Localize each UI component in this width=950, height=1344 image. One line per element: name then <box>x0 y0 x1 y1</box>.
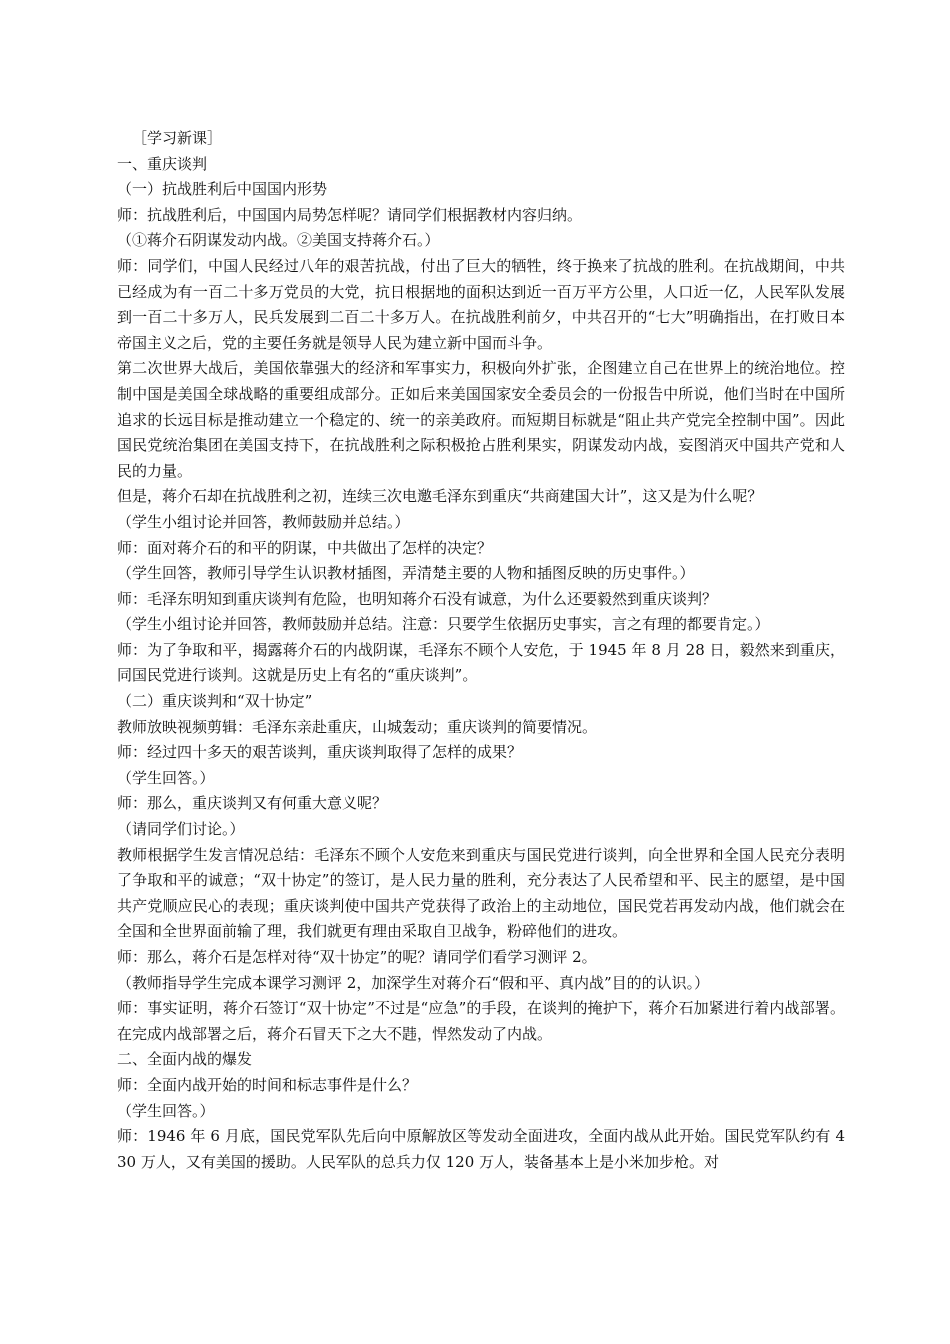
paragraph: 教师根据学生发言情况总结：毛泽东不顾个人安危来到重庆与国民党进行谈判，向全世界和全国人民充分表明了争取和平的诚意；“双十协定”的签订，是人民力量的胜利，充分表达了人民希望和平、民主的愿望，是中国共产党顺应民心的表现；重庆谈判使中国共产党获得了政治上的主动地位，国民党若再发动内战，他们就会在全国和全世界面前输了理，我们就更有理由采取自卫战争，粉碎他们的进攻。 <box>117 845 845 941</box>
section-title: 一、重庆谈判 <box>117 154 208 173</box>
paragraph: 师：1946 年 6 月底，国民党军队先后向中原解放区等发动全面进攻，全面内战从此开始。国民党军队约有 430 万人，又有美国的援助。人民军队的总兵力仅 120 万人，装备基本上是小米加步枪。对 <box>117 1127 845 1171</box>
paragraph: 师：为了争取和平，揭露蒋介石的内战阴谋，毛泽东不顾个人安危，于 1945 年 8 月 28 日，毅然来到重庆，同国民党进行谈判。这就是历史上有名的“重庆谈判”。 <box>117 640 845 685</box>
paragraph: 师：那么，蒋介石是怎样对待“双十协定”的呢？请同学们看学习测评 2。 <box>117 948 597 966</box>
paragraph: 师：经过四十多天的艰苦谈判，重庆谈判取得了怎样的成果？ <box>117 743 523 762</box>
paragraph: 师：那么，重庆谈判又有何重大意义呢？ <box>117 794 388 813</box>
subsection-title: （一）抗战胜利后中国国内形势 <box>117 180 328 199</box>
section-title: 二、全面内战的爆发 <box>117 1050 253 1069</box>
paragraph: （学生小组讨论并回答，教师鼓励并总结。） <box>117 512 410 531</box>
subsection-title: （二）重庆谈判和“双十协定” <box>117 692 313 711</box>
paragraph: （学生回答。） <box>117 1101 215 1120</box>
paragraph: （学生回答，教师引导学生认识教材插图，弄清楚主要的人物和插图反映的历史事件。） <box>117 564 695 583</box>
paragraph: （①蒋介石阴谋发动内战。②美国支持蒋介石。） <box>117 231 440 250</box>
paragraph: 教师放映视频剪辑：毛泽东亲赴重庆，山城轰动；重庆谈判的简要情况。 <box>117 717 598 736</box>
paragraph: 师：事实证明，蒋介石签订“双十协定”不过是“应急”的手段，在谈判的掩护下，蒋介石加紧进行着内战部署。在完成内战部署之后，蒋介石冒天下之大不韪，悍然发动了内战。 <box>117 999 845 1043</box>
paragraph: 但是，蒋介石却在抗战胜利之初，连续三次电邀毛泽东到重庆“共商建国大计”，这又是为什么呢？ <box>117 487 763 506</box>
paragraph: （教师指导学生完成本课学习测评 2，加深学生对蒋介石“假和平、真内战”目的的认识。） <box>117 973 710 992</box>
paragraph: 师：同学们，中国人民经过八年的艰苦抗战，付出了巨大的牺牲，终于换来了抗战的胜利。在抗战期间，中共已经成为有一百二十多万党员的大党，抗日根据地的面积达到近一百万平方公里，人口近一亿，人民军队发展到一百二十多万人，民兵发展到二百二十多万人。在抗战胜利前夕，中共召开的“七大”明确指出，在打败日本帝国主义之后，党的主要任务就是领导人民为建立新中国而斗争。 <box>117 256 845 352</box>
paragraph: 第二次世界大战后，美国依靠强大的经济和军事实力，积极向外扩张，企图建立自己在世界上的统治地位。控制中国是美国全球战略的重要组成部分。正如后来美国国家安全委员会的一份报告中所说，他们当时在中国所追求的长远目标是推动建立一个稳定的、统一的亲美政府。而短期目标就是“阻止共产党完全控制中国”。因此国民党统治集团在美国支持下，在抗战胜利之际积极抢占胜利果实，阴谋发动内战，妄图消灭中国共产党和人民的力量。 <box>117 359 845 480</box>
paragraph: （学生小组讨论并回答，教师鼓励并总结。注意：只要学生依据历史事实，言之有理的都要肯定。） <box>117 615 770 634</box>
document-body <box>117 126 845 1175</box>
paragraph: 师：毛泽东明知到重庆谈判有危险，也明知蒋介石没有诚意，为什么还要毅然到重庆谈判？ <box>117 589 718 608</box>
section-heading: ［学习新课］ <box>132 129 223 147</box>
paragraph: （学生回答。） <box>117 768 215 787</box>
paragraph: 师：面对蒋介石的和平的阴谋，中共做出了怎样的决定？ <box>117 538 493 557</box>
paragraph: 师：抗战胜利后，中国国内局势怎样呢？请同学们根据教材内容归纳。 <box>117 205 583 224</box>
paragraph: 师：全面内战开始的时间和标志事件是什么？ <box>117 1075 418 1094</box>
paragraph: （请同学们讨论。） <box>117 820 245 839</box>
